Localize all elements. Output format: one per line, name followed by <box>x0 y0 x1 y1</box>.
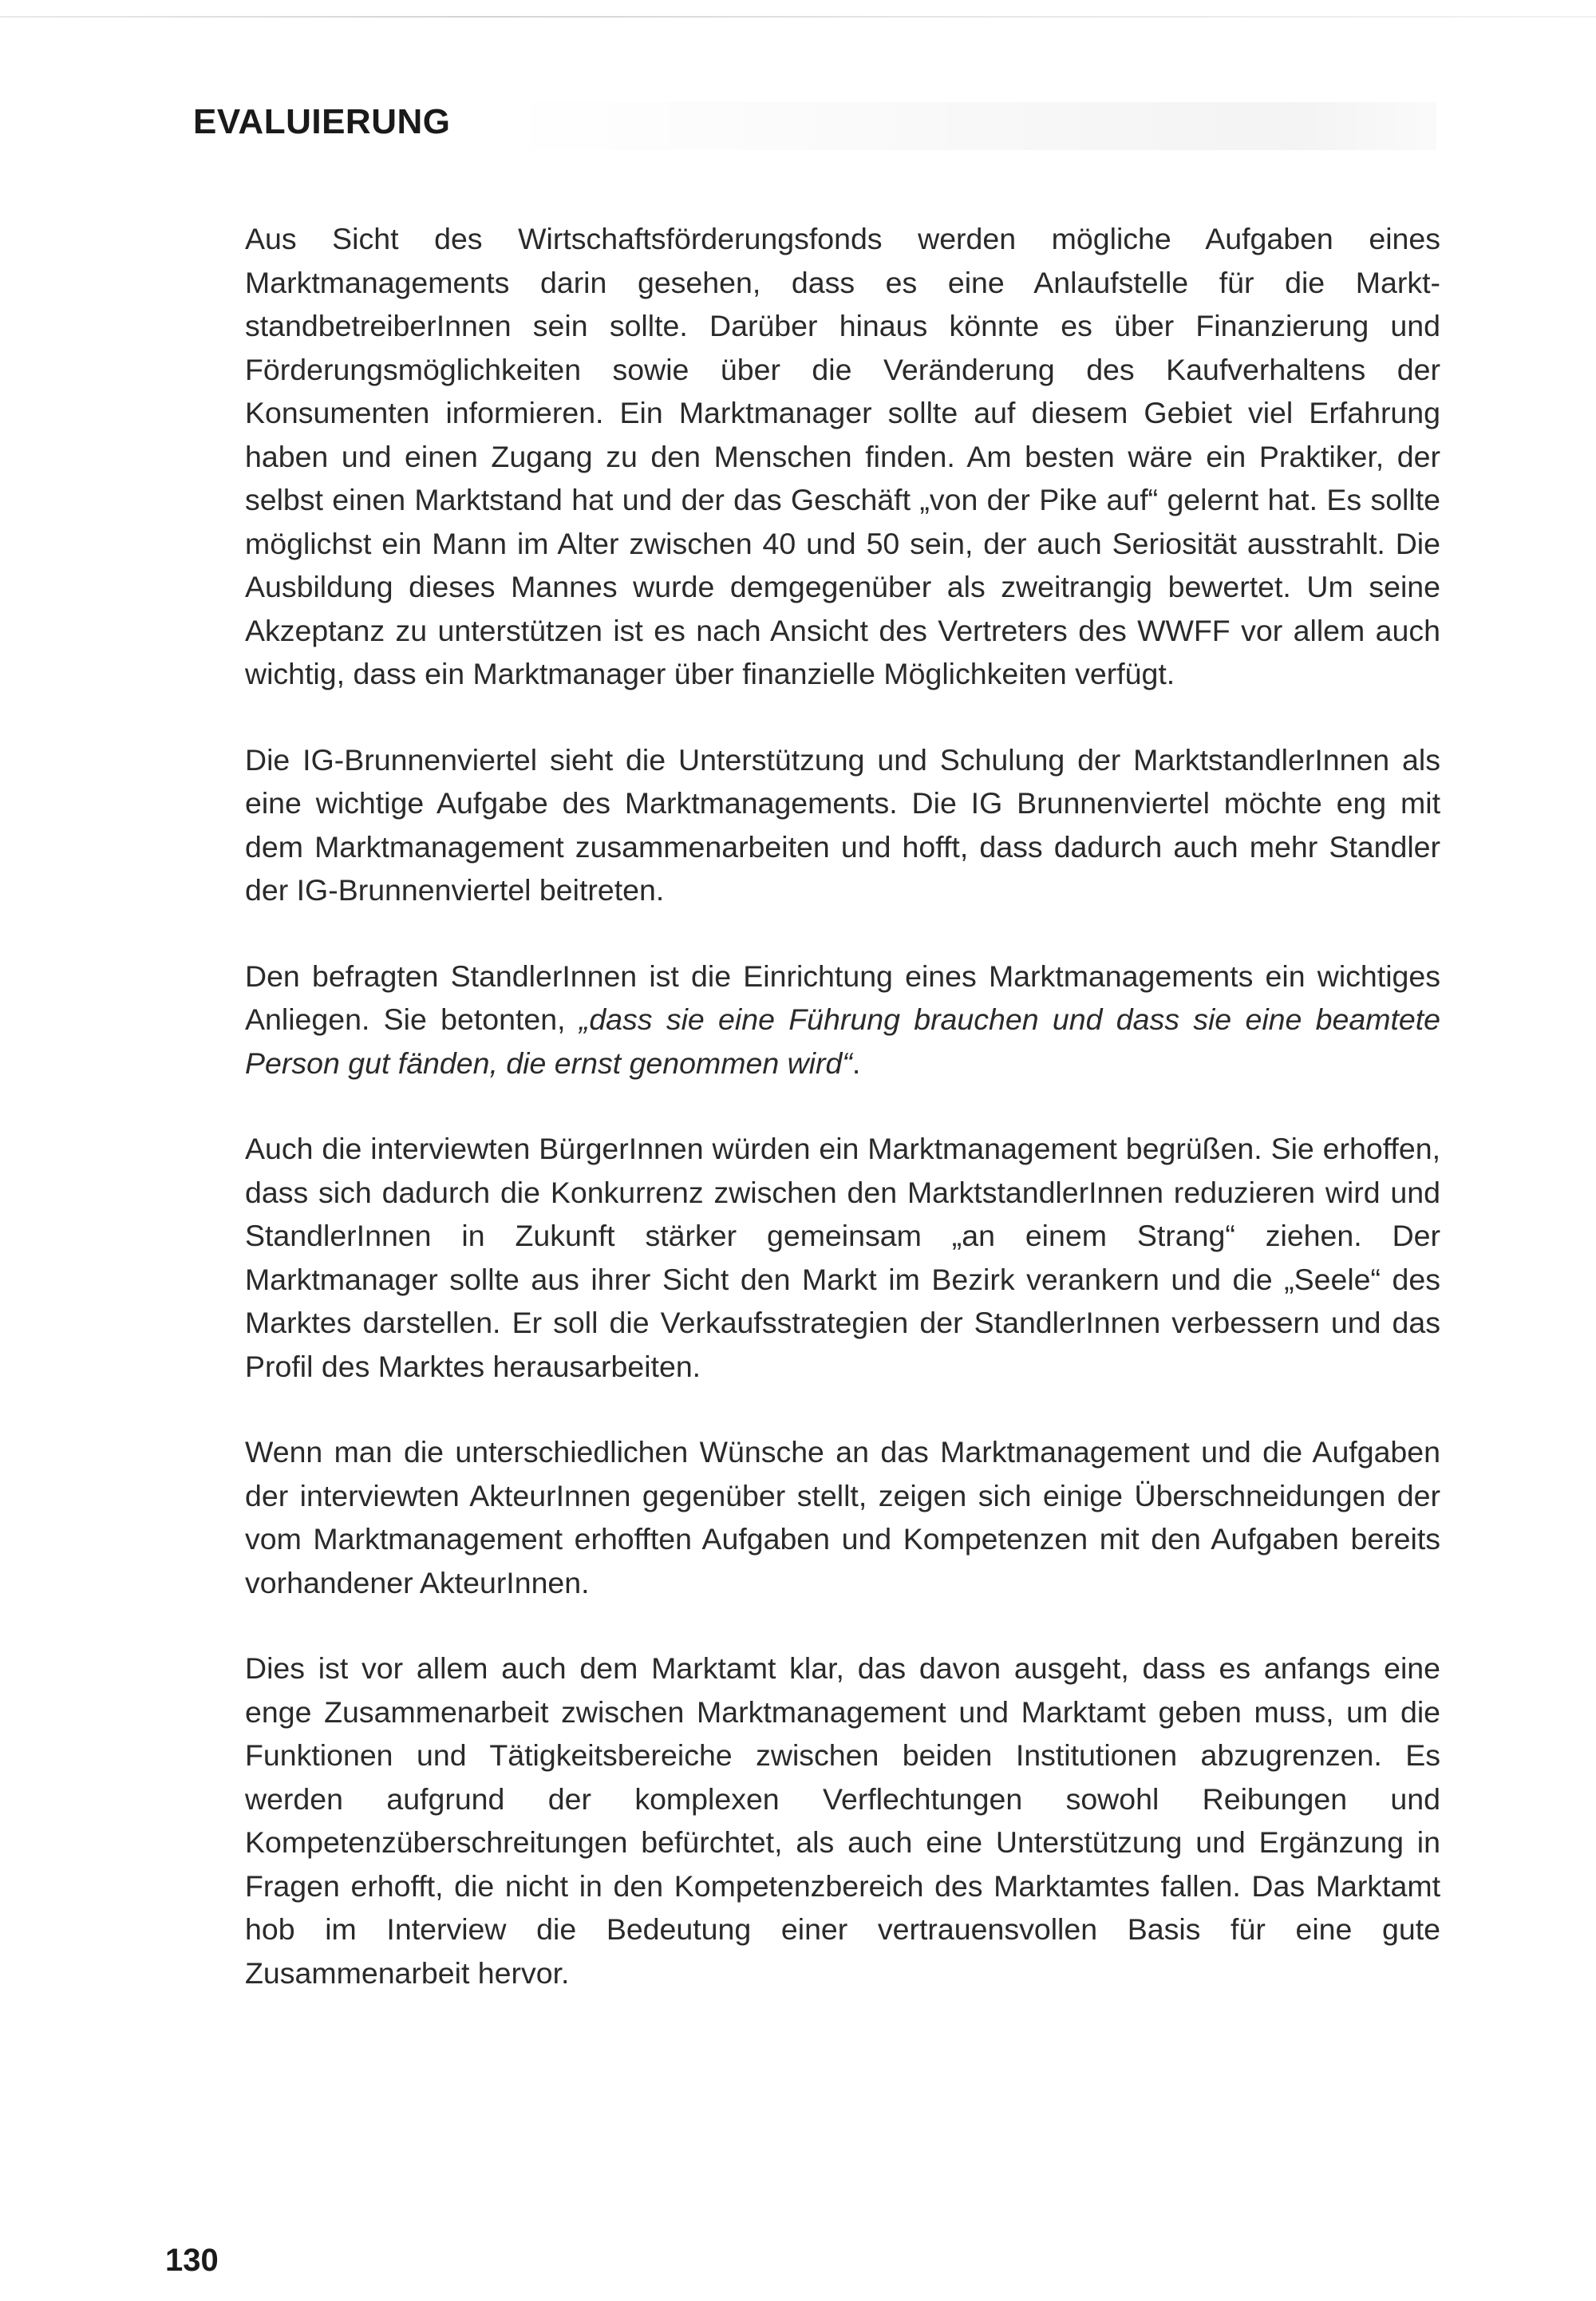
paragraph-standlerinnen-end: . <box>851 1046 861 1080</box>
section-title: EVALUIERUNG <box>193 102 451 141</box>
paragraph-ig-brunnenviertel: Die IG-Brunnenviertel sieht die Unterstützung und Schulung der MarktstandlerInnen als eine wichtige Aufgabe des Marktmanagements. Die IG Brunnenviertel möchte eng mit dem Marktmanagement zusammenarbeiten und hofft, dass dadurch auch mehr Standler der IG-Brunnenviertel beitreten. <box>245 742 1440 907</box>
paragraph-buergerinnen: Auch die interviewten BürgerInnen würden ein Marktmanagement begrüßen. Sie erhoffen, dass sich dadurch die Konkurrenz zwischen den MarktstandlerInnen reduzieren wird und StandlerInnen in Zukunft stärker gemeinsam „an einem Strang“ ziehen. Der Marktmanager sollte aus ihrer Sicht den Markt im Bezirk verankern und die „Seele“ des Marktes darstellen. Er soll die Verkaufsstrategien der StandlerInnen verbessern und das Profil des Marktes herausarbeiten. <box>245 1132 1440 1383</box>
body-text <box>245 217 1440 2037</box>
header-band <box>495 102 1436 150</box>
paragraph-marktamt: Dies ist vor allem auch dem Marktamt klar, das davon ausgeht, dass es anfangs eine enge Zusammenarbeit zwischen Marktmanagement und Marktamt geben muss, um die Funktionen und Tätigkeitsbereiche zwischen beiden Institutionen abzugrenzen. Es werden aufgrund der komplexen Verflechtungen sowohl Reibungen und Kompetenzüberschreitungen befürchtet, als auch eine Unterstützung und Ergänzung in Fragen erhofft, die nicht in den Kompetenzbereich des Marktamtes fallen. Das Marktamt hob im Interview die Bedeutung einer vertrauensvollen Basis für eine gute Zusammenarbeit hervor. <box>245 1651 1440 1990</box>
paragraph-ueberschneidungen: Wenn man die unterschiedlichen Wünsche an das Marktmanagement und die Aufgaben der interviewten AkteurInnen gegenüber stellt, zeigen sich einige Überschneidungen der vom Marktmanagement erhofften Aufgaben und Kompetenzen mit den Aufgaben bereits vorhandener AkteurInnen. <box>245 1435 1440 1599</box>
top-rule <box>0 16 1596 18</box>
paragraph-standlerinnen <box>245 955 1440 1085</box>
page-number: 130 <box>165 2243 219 2278</box>
paragraph-wwff: Aus Sicht des Wirtschaftsförderungsfonds werden mögliche Aufgaben eines Marktmanagements darin gesehen, dass es eine Anlaufstelle für die Markt-standbetreiberInnen sein sollte. Darüber hinaus könnte es über Finanzierung und Förderungsmöglichkeiten sowie über die Veränderung des Kaufverhaltens der Konsumenten informieren. Ein Marktmanager sollte auf diesem Gebiet viel Erfahrung haben und einen Zugang zu den Menschen finden. Am besten wäre ein Praktiker, der selbst einen Marktstand hat und der das Geschäft „von der Pike auf“ gelernt hat. Es sollte möglichst ein Mann im Alter zwischen 40 und 50 sein, der auch Seriosität ausstrahlt. Die Ausbildung dieses Mannes wurde demgegenüber als zweitrangig bewertet. Um seine Akzeptanz zu unterstützen ist es nach Ansicht des Vertreters des WWFF vor allem auch wichtig, dass ein Marktmanager über finanzielle Möglichkeiten verfügt. <box>245 222 1440 690</box>
paragraph-standlerinnen-quote: „dass sie eine Führung brauchen und dass sie eine beamtete Person gut fänden, die ernst genommen wird“ <box>245 1002 1440 1080</box>
paragraph-standlerinnen-intro: Den befragten StandlerInnen ist die Einrichtung eines Marktmanagements ein wichtiges Anliegen. Sie betonten, <box>245 959 1440 1036</box>
